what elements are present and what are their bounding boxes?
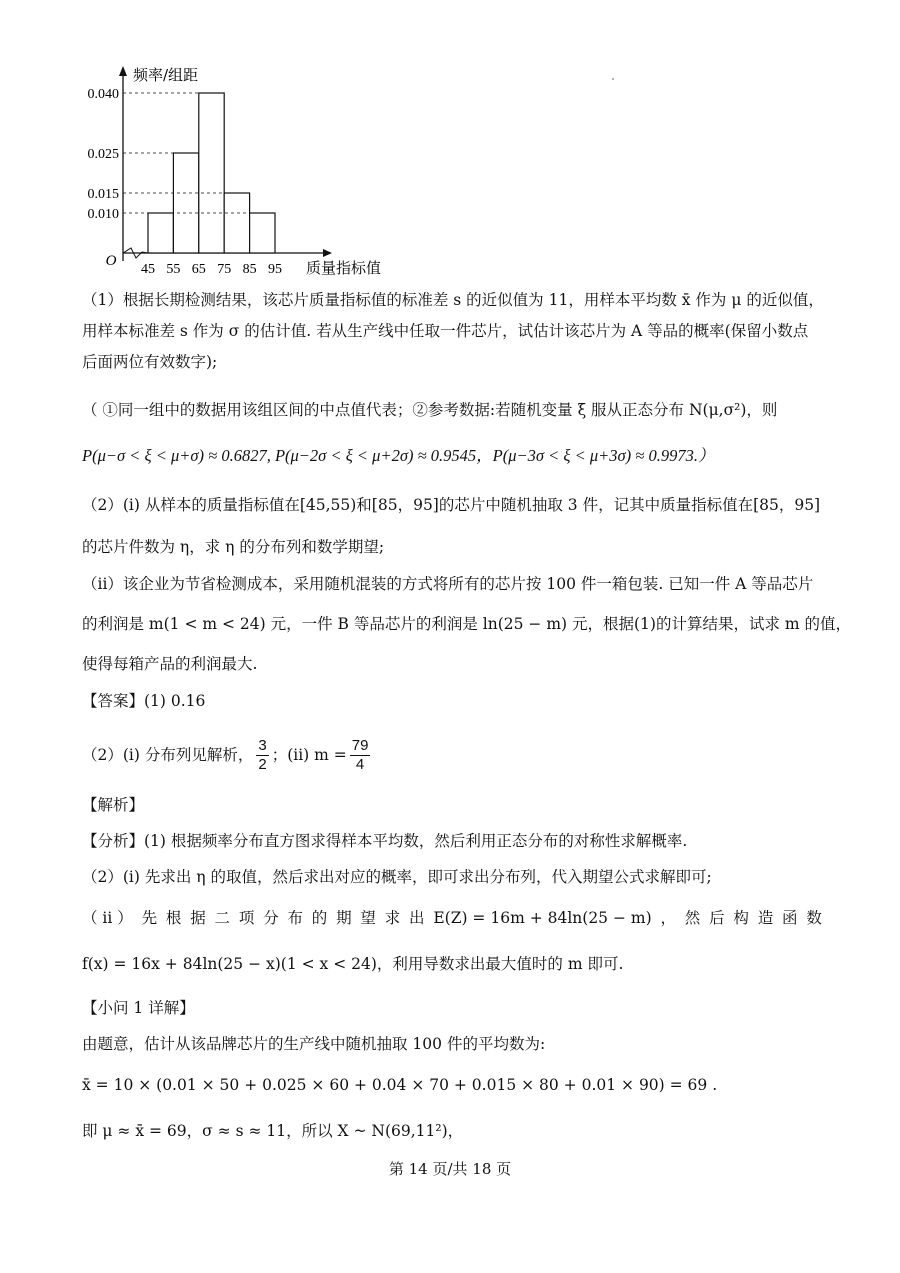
x-tick-label: 65 xyxy=(191,262,206,277)
answer-2-middle: ；(ii) m = xyxy=(271,746,347,764)
justified-word: 求 xyxy=(384,909,401,927)
analysis-line-3 xyxy=(82,907,822,929)
histogram-bar xyxy=(148,213,173,253)
answer-2-fraction-2 xyxy=(350,737,371,774)
justified-word: 出 xyxy=(409,909,425,927)
justified-word: 根 xyxy=(165,909,182,927)
justified-word: 的 xyxy=(311,909,328,927)
justified-word: 望 xyxy=(360,909,376,927)
justified-word: 据 xyxy=(190,909,206,927)
analysis-line-1: 【分析】(1) 根据频率分布直方图求得样本平均数，然后利用正态分布的对称性求解概率. xyxy=(82,832,688,850)
y-tick-label: 0.015 xyxy=(87,187,119,202)
justified-word: 分 xyxy=(263,909,279,927)
histogram-bar xyxy=(199,93,224,253)
frequency-histogram xyxy=(70,58,400,283)
question-2i-line-1: （2）(i) 从样本的质量指标值在[45,55)和[85，95]的芯片中随机抽取 3 件，记其中质量指标值在[85，95] xyxy=(82,496,821,514)
x-tick-label: 55 xyxy=(166,262,181,277)
note-line-2: P(μ−σ < ξ < μ+σ) ≈ 0.6827, P(μ−2σ < ξ < μ+2σ) ≈ 0.9545，P(μ−3σ < ξ < μ+3σ) ≈ 0.9973.） xyxy=(82,446,715,465)
justified-word: 布 xyxy=(287,909,303,927)
justified-word: 二 xyxy=(214,909,231,927)
y-tick-label: 0.025 xyxy=(87,147,119,162)
y-axis-arrow xyxy=(119,66,127,76)
x-tick-label: 85 xyxy=(242,262,257,277)
justified-word: 后 xyxy=(709,909,725,927)
x-axis-arrow xyxy=(323,249,332,257)
x-tick-label: 75 xyxy=(217,262,232,277)
fraction-1-numerator: 3 xyxy=(258,736,267,754)
justified-word: 数 xyxy=(806,909,822,927)
scan-speck xyxy=(612,78,614,80)
justified-word: 造 xyxy=(757,909,774,927)
question-2ii-line-1: （ii）该企业为节省检测成本，采用随机混装的方式将所有的芯片按 100 件一箱包装. 已知一件 A 等品芯片 xyxy=(82,575,814,593)
question-2ii-line-2: 的利润是 m(1 < m < 24) 元，一件 B 等品芯片的利润是 ln(25 − m) 元，根据(1)的计算结果，试求 m 的值， xyxy=(82,615,852,633)
detail-line-1: 由题意，估计从该品牌芯片的生产线中随机抽取 100 件的平均数为: xyxy=(82,1035,546,1053)
question-2i-line-2: 的芯片件数为 η，求 η 的分布列和数学期望; xyxy=(82,538,385,556)
y-tick-label: 0.040 xyxy=(87,87,119,102)
question-1-line-2: 用样本标准差 s 作为 σ 的估计值. 若从生产线中任取一件芯片，试估计该芯片为 A 等品的概率(保留小数点 xyxy=(82,322,809,340)
fraction-2-numerator: 79 xyxy=(351,736,369,754)
question-1-line-1: （1）根据长期检测结果，该芯片质量指标值的标准差 s 的近似值为 11，用样本平均数 x̄ 作为 μ 的近似值， xyxy=(82,291,824,309)
justified-word: 先 xyxy=(141,909,158,927)
analysis-line-4: f(x) = 16x + 84ln(25 − x)(1 < x < 24)，利用导数求出最大值时的 m 即可. xyxy=(82,955,624,973)
justified-word: 构 xyxy=(733,909,749,927)
answer-2-fraction-1 xyxy=(256,737,268,774)
justified-word: 项 xyxy=(238,909,255,927)
analysis-title: 【解析】 xyxy=(82,796,145,814)
detail-line-3: 即 μ ≈ x̄ = 69，σ ≈ s ≈ 11，所以 X ~ N(69,11²)， xyxy=(82,1122,464,1140)
answer-line-1: 【答案】(1) 0.16 xyxy=(82,692,206,710)
analysis-line-2: （2）(i) 先求出 η 的取值，然后求出对应的概率，即可求出分布列，代入期望公式求解即可; xyxy=(82,868,712,886)
origin-label: O xyxy=(105,253,117,269)
y-axis-label: 频率/组距 xyxy=(133,66,199,84)
detail-line-2: x̄ = 10 × (0.01 × 50 + 0.025 × 60 + 0.04 × 70 + 0.015 × 80 + 0.01 × 90) = 69 . xyxy=(82,1076,718,1094)
histogram-bar xyxy=(250,213,275,253)
justified-word: E(Z) = 16m + 84ln(25 − m) xyxy=(433,909,652,927)
justified-word: （ ii ） xyxy=(82,909,133,927)
page-footer: 第 14 页/共 18 页 xyxy=(388,1160,512,1178)
fraction-2-denominator: 4 xyxy=(355,755,365,773)
note-line-1: （ ①同一组中的数据用该组区间的中点值代表；②参考数据:若随机变量 ξ 服从正态分布 N(μ,σ²)，则 xyxy=(82,401,778,419)
x-axis-label: 质量指标值 xyxy=(306,259,382,277)
justified-word: 期 xyxy=(336,909,352,927)
question-1-line-3: 后面两位有效数字); xyxy=(82,353,218,371)
x-tick-label: 45 xyxy=(141,262,155,277)
histogram-bar xyxy=(173,153,198,253)
sub-question-1-title: 【小问 1 详解】 xyxy=(82,999,195,1017)
histogram-bar xyxy=(224,193,249,253)
x-tick-label: 95 xyxy=(268,262,282,277)
y-tick-label: 0.010 xyxy=(87,207,119,222)
justified-word: ， xyxy=(660,909,676,927)
question-2ii-line-3: 使得每箱产品的利润最大. xyxy=(82,655,258,673)
answer-2-prefix: （2）(i) 分布列见解析， xyxy=(82,746,254,764)
fraction-1-denominator: 2 xyxy=(258,755,267,773)
justified-word: 函 xyxy=(782,909,798,927)
answer-line-2 xyxy=(82,732,822,778)
justified-word: 然 xyxy=(684,909,701,927)
